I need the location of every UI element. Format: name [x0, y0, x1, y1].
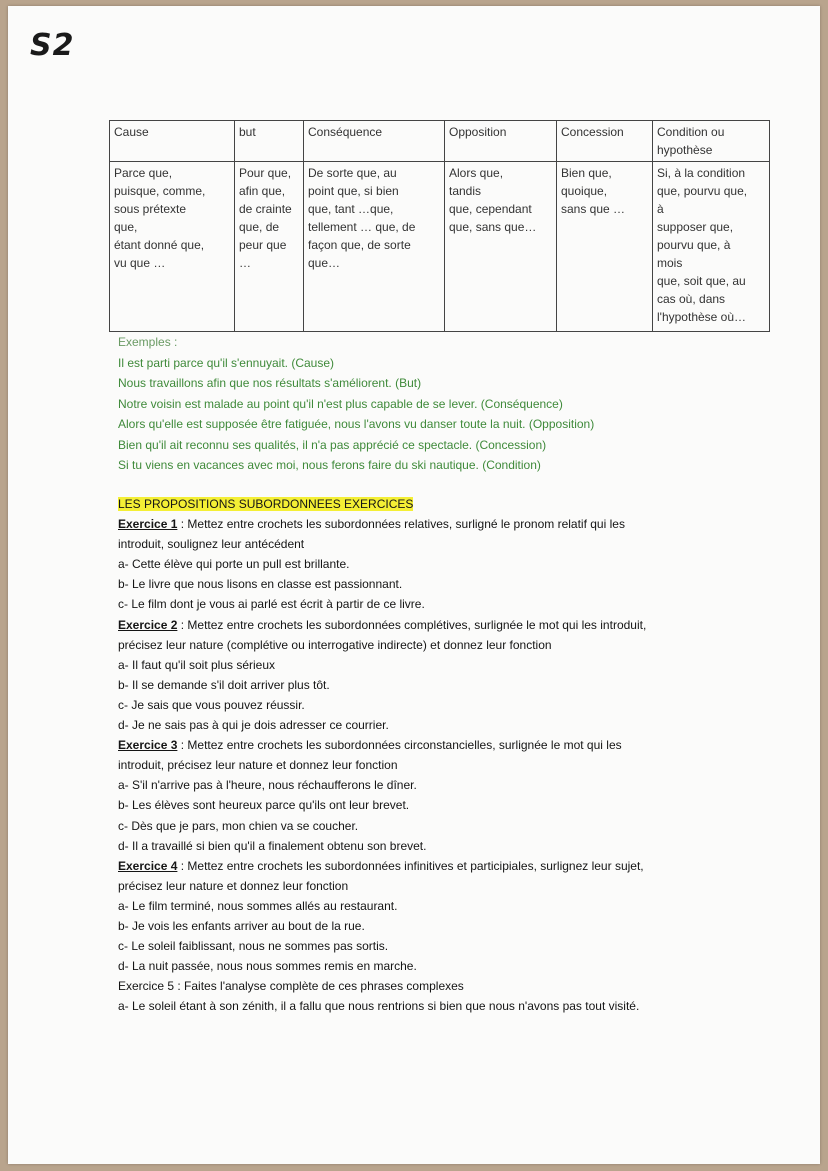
table-header-row: [110, 121, 770, 162]
table-cell-but: [235, 162, 304, 332]
exercise-item: a- Le soleil étant à son zénith, il a fallu que nous rentrions si bien que nous n'avons pas tout visité.: [118, 999, 640, 1014]
cell-text: tellement … que, de: [308, 220, 416, 234]
exercise-4-label: Exercice 4: [118, 858, 178, 873]
example-line: Bien qu'il ait reconnu ses qualités, il n'a pas apprécié ce spectacle. (Concession): [118, 437, 547, 452]
table-header-cell: Cause: [110, 121, 235, 162]
example-line: Alors qu'elle est supposée être fatiguée, nous l'avons vu danser toute la nuit. (Opposition): [118, 417, 595, 431]
instruction-text: précisez leur nature (complétive ou interrogative indirecte) et donnez leur fonction: [118, 637, 552, 652]
exercise-item: d- La nuit passée, nous nous sommes remis en marche.: [118, 959, 417, 974]
cell-text: quoique,: [561, 184, 608, 198]
cell-text: puisque, comme,: [114, 184, 206, 198]
exercise-item: b- Les élèves sont heureux parce qu'ils ont leur brevet.: [118, 798, 410, 813]
table-row: [110, 162, 770, 332]
exercise-item: a- Cette élève qui porte un pull est brillante.: [118, 557, 350, 572]
cell-text: vu que …: [114, 256, 166, 270]
cell-text: cas où, dans: [657, 292, 726, 306]
exercise-1-instruction: [118, 514, 758, 534]
cell-text: afin que,: [239, 184, 286, 198]
table-header-cell: Condition ou hypothèse: [653, 121, 770, 162]
cell-text: De sorte que, au: [308, 166, 397, 180]
example-line: Notre voisin est malade au point qu'il n'est plus capable de se lever. (Conséquence): [118, 396, 563, 411]
exercise-item: c- Le soleil faiblissant, nous ne sommes pas sortis.: [118, 939, 389, 954]
cell-text: peur que: [239, 238, 287, 252]
table-header-cell: Concession: [557, 121, 653, 162]
instruction-text: : Mettez entre crochets les subordonnées relatives, surligné le pronom relatif qui les: [177, 517, 625, 532]
cell-text: sous prétexte: [114, 202, 187, 216]
example-line: Si tu viens en vacances avec moi, nous ferons faire du ski nautique. (Condition): [118, 458, 541, 472]
conjunctions-table: [109, 120, 770, 332]
cell-text: que, de: [239, 220, 280, 234]
exercise-item: d- Il a travaillé si bien qu'il a finalement obtenu son brevet.: [118, 838, 427, 853]
cell-text: Parce que,: [114, 166, 173, 180]
exercise-item: a- Le film terminé, nous sommes allés au restaurant.: [118, 898, 398, 913]
cell-text: l'hypothèse où…: [657, 310, 747, 324]
cell-text: que, pourvu que,: [657, 184, 748, 198]
cell-text: …: [239, 256, 251, 270]
exercise-item: c- Dès que je pars, mon chien va se coucher.: [118, 818, 359, 833]
instruction-text: introduit, soulignez leur antécédent: [118, 537, 305, 552]
exercises-section: [118, 494, 758, 1016]
instruction-text: : Mettez entre crochets les subordonnées infinitives et participiales, surlignez leur sujet,: [177, 858, 644, 873]
cell-text: Si, à la condition: [657, 166, 746, 180]
example-line: Nous travaillons afin que nos résultats s'améliorent. (But): [118, 376, 422, 390]
cell-text: façon que, de sorte: [308, 238, 411, 252]
cell-text: mois: [657, 256, 683, 270]
instruction-text: : Mettez entre crochets les subordonnées complétives, surlignée le mot qui les introduit,: [177, 617, 647, 632]
exercise-item: c- Le film dont je vous ai parlé est écrit à partir de ce livre.: [118, 597, 425, 612]
document-page: [8, 6, 820, 1164]
table-cell-cause: [110, 162, 235, 332]
exercise-item: b- Le livre que nous lisons en classe est passionnant.: [118, 577, 403, 592]
cell-text: que, cependant: [449, 202, 532, 216]
cell-text: que, sans que…: [449, 220, 537, 234]
exercise-2-instruction: [118, 615, 758, 635]
cell-text: Alors que,: [449, 166, 504, 180]
cell-text: supposer que,: [657, 220, 734, 234]
example-line: Il est parti parce qu'il s'ennuyait. (Cause): [118, 355, 335, 370]
exercise-2-label: Exercice 2: [118, 617, 178, 632]
cell-text: sans que …: [561, 202, 626, 216]
exercise-item: c- Je sais que vous pouvez réussir.: [118, 697, 305, 712]
table-cell-opposition: [445, 162, 557, 332]
exercise-item: a- Il faut qu'il soit plus sérieux: [118, 657, 276, 672]
examples-section: [118, 332, 594, 476]
table-header-cell: but: [235, 121, 304, 162]
cell-text: à: [657, 202, 664, 216]
exercise-item: b- Je vois les enfants arriver au bout de la rue.: [118, 918, 365, 933]
examples-title: Exemples :: [118, 335, 178, 349]
instruction-text: précisez leur nature et donnez leur fonction: [118, 878, 349, 893]
instruction-text: : Mettez entre crochets les subordonnées circonstancielles, surlignée le mot qui les: [177, 738, 622, 753]
cell-text: Bien que,: [561, 166, 612, 180]
cell-text: tandis: [449, 184, 482, 198]
cell-text: étant donné que,: [114, 238, 205, 252]
table-cell-concession: [557, 162, 653, 332]
cell-text: que,: [114, 220, 138, 234]
table-header-cell: Opposition: [445, 121, 557, 162]
exercise-3-label: Exercice 3: [118, 738, 178, 753]
exercise-item: a- S'il n'arrive pas à l'heure, nous réchaufferons le dîner.: [118, 778, 417, 793]
exercises-title-line: [118, 494, 758, 514]
table-cell-consequence: [304, 162, 445, 332]
exercise-3-instruction: [118, 735, 758, 755]
exercise-1-label: Exercice 1: [118, 517, 178, 532]
instruction-text: introduit, précisez leur nature et donnez leur fonction: [118, 758, 398, 773]
cell-text: Pour que,: [239, 166, 292, 180]
cell-text: que, tant …que,: [308, 202, 394, 216]
exercise-5-instruction: Exercice 5 : Faites l'analyse complète de ces phrases complexes: [118, 979, 464, 994]
cell-text: de crainte: [239, 202, 292, 216]
table-cell-condition: [653, 162, 770, 332]
page-label-handwritten: S2: [30, 28, 75, 63]
cell-text: pourvu que, à: [657, 238, 731, 252]
table-header-cell: Conséquence: [304, 121, 445, 162]
cell-text: point que, si bien: [308, 184, 399, 198]
cell-text: que…: [308, 256, 341, 270]
cell-text: que, soit que, au: [657, 274, 746, 288]
exercise-item: d- Je ne sais pas à qui je dois adresser ce courrier.: [118, 718, 389, 733]
exercises-title: LES PROPOSITIONS SUBORDONNEES EXERCICES: [118, 497, 414, 511]
exercise-4-instruction: [118, 856, 758, 876]
exercise-item: b- Il se demande s'il doit arriver plus tôt.: [118, 677, 330, 692]
